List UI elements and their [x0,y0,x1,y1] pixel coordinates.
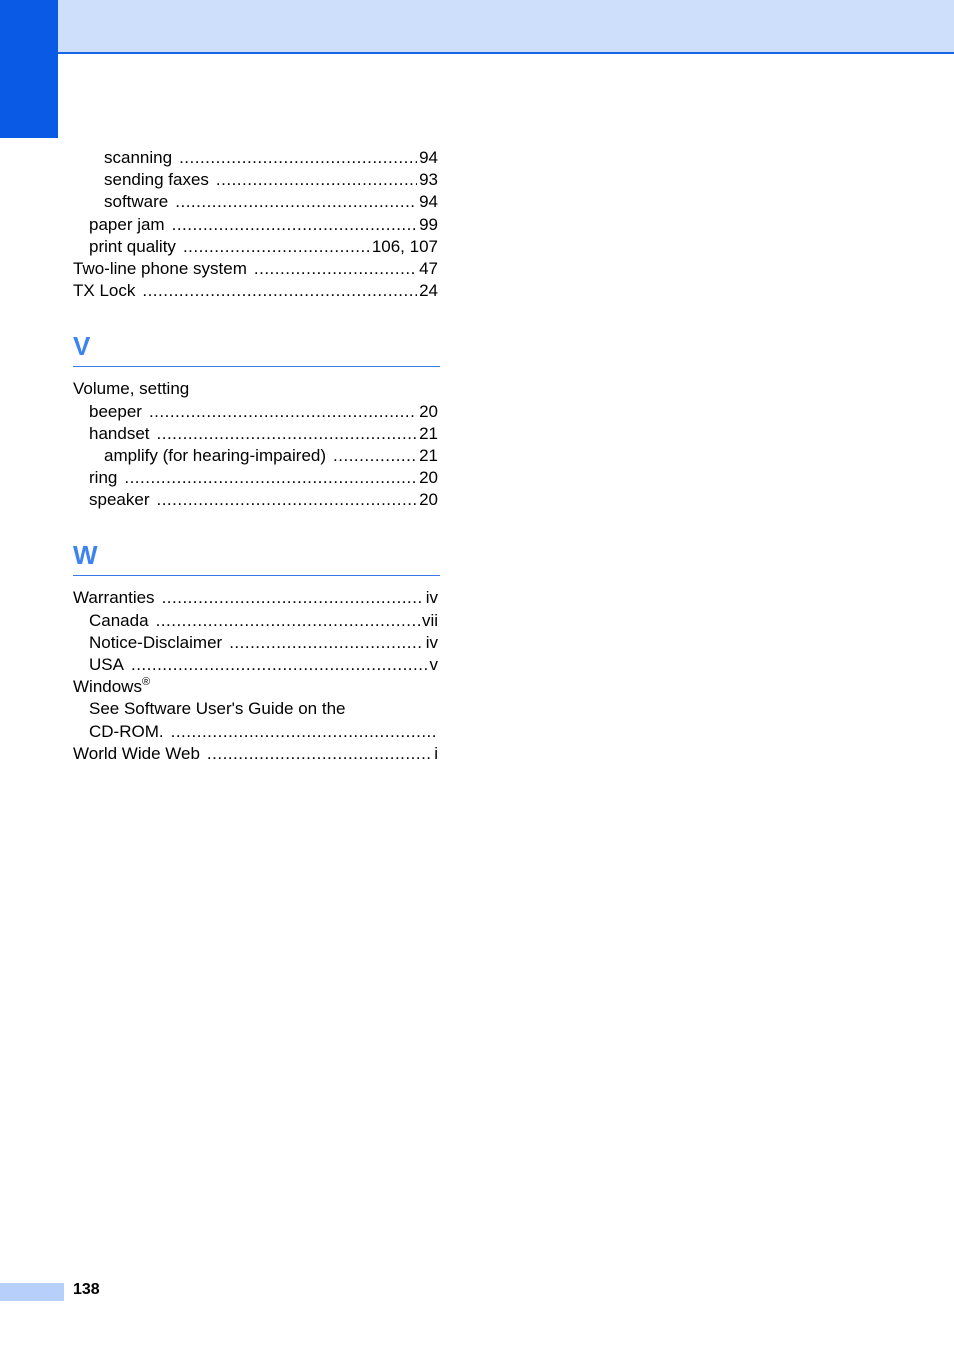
index-entry [73,258,440,280]
index-term: Notice-Disclaimer [89,632,223,652]
index-entry [73,280,440,302]
index-entry [73,467,440,489]
registered-mark: ® [141,676,151,689]
index-entry [73,445,440,467]
dot-leader [216,169,417,191]
dot-leader [142,280,417,302]
index-column [73,147,440,765]
index-term: See Software User's Guide on the [89,699,346,719]
index-entry [73,214,440,236]
index-term: Canada [89,610,149,630]
index-pages: 94 [419,192,438,212]
dot-leader [333,445,417,467]
index-pages: v [429,655,438,674]
index-entry [73,587,440,609]
index-entry [73,147,440,169]
index-entry [73,632,440,654]
index-term: scanning [104,148,173,167]
index-pages: 21 [419,445,438,465]
index-term: CD-ROM. [89,721,164,741]
index-pages: 93 [419,170,438,190]
index-pages: 20 [419,401,438,421]
index-term: Two-line phone system [73,258,247,278]
index-pages: 21 [419,423,438,443]
index-term: Windows® [73,676,151,697]
dot-leader [157,423,418,445]
dot-leader [229,632,424,654]
index-term: USA [89,655,124,674]
section-letter: W [73,540,98,571]
index-term: amplify (for hearing-impaired) [104,445,327,465]
section-heading-v [73,322,440,367]
index-term: handset [89,423,150,443]
dot-leader [156,610,420,632]
index-entry [73,698,440,720]
index-entry [73,489,440,511]
index-term: ring [89,468,118,488]
index-term: software [104,192,169,212]
chapter-side-tab [0,0,58,138]
index-pages: 24 [419,281,438,301]
index-entry [73,236,440,258]
dot-leader [179,147,417,169]
dot-leader [171,721,436,743]
index-pages: iv [425,588,438,608]
index-entry [73,610,440,632]
dot-leader [172,214,417,236]
index-term: Volume, setting [73,379,190,399]
index-entry [73,743,440,765]
index-pages: 20 [419,468,438,488]
index-pages: vii [421,610,438,630]
dot-leader [156,489,417,511]
dot-leader [207,743,432,765]
page-number: 138 [73,1281,100,1298]
index-pages: 20 [419,490,438,510]
section-letter: V [73,331,91,362]
index-term: Warranties [73,588,155,608]
index-entry [73,401,440,423]
dot-leader [162,587,424,609]
index-entry [73,721,440,743]
dot-leader [175,191,417,213]
index-pages: 99 [419,214,438,234]
index-entry [73,676,440,698]
index-pages: 94 [419,148,438,167]
index-term: TX Lock [73,281,136,301]
index-pages: iv [425,632,438,652]
index-term: speaker [89,490,150,510]
index-term: World Wide Web [73,743,200,763]
index-entry [73,654,440,676]
index-term: print quality [89,236,176,256]
dot-leader [124,467,417,489]
index-entry [73,169,440,191]
index-entry [73,423,440,445]
index-pages: 47 [419,258,438,278]
dot-leader [149,401,417,423]
dot-leader [131,654,428,676]
header-band [58,0,954,54]
index-entry [73,378,440,400]
index-term: beeper [89,401,142,421]
footer-tab [0,1283,64,1301]
index-term: sending faxes [104,170,209,190]
index-term: paper jam [89,214,165,234]
dot-leader [183,236,370,258]
section-heading-w [73,531,440,576]
dot-leader [254,258,417,280]
index-entry [73,191,440,213]
index-pages: 106, 107 [371,236,438,256]
index-pages: i [434,743,438,763]
